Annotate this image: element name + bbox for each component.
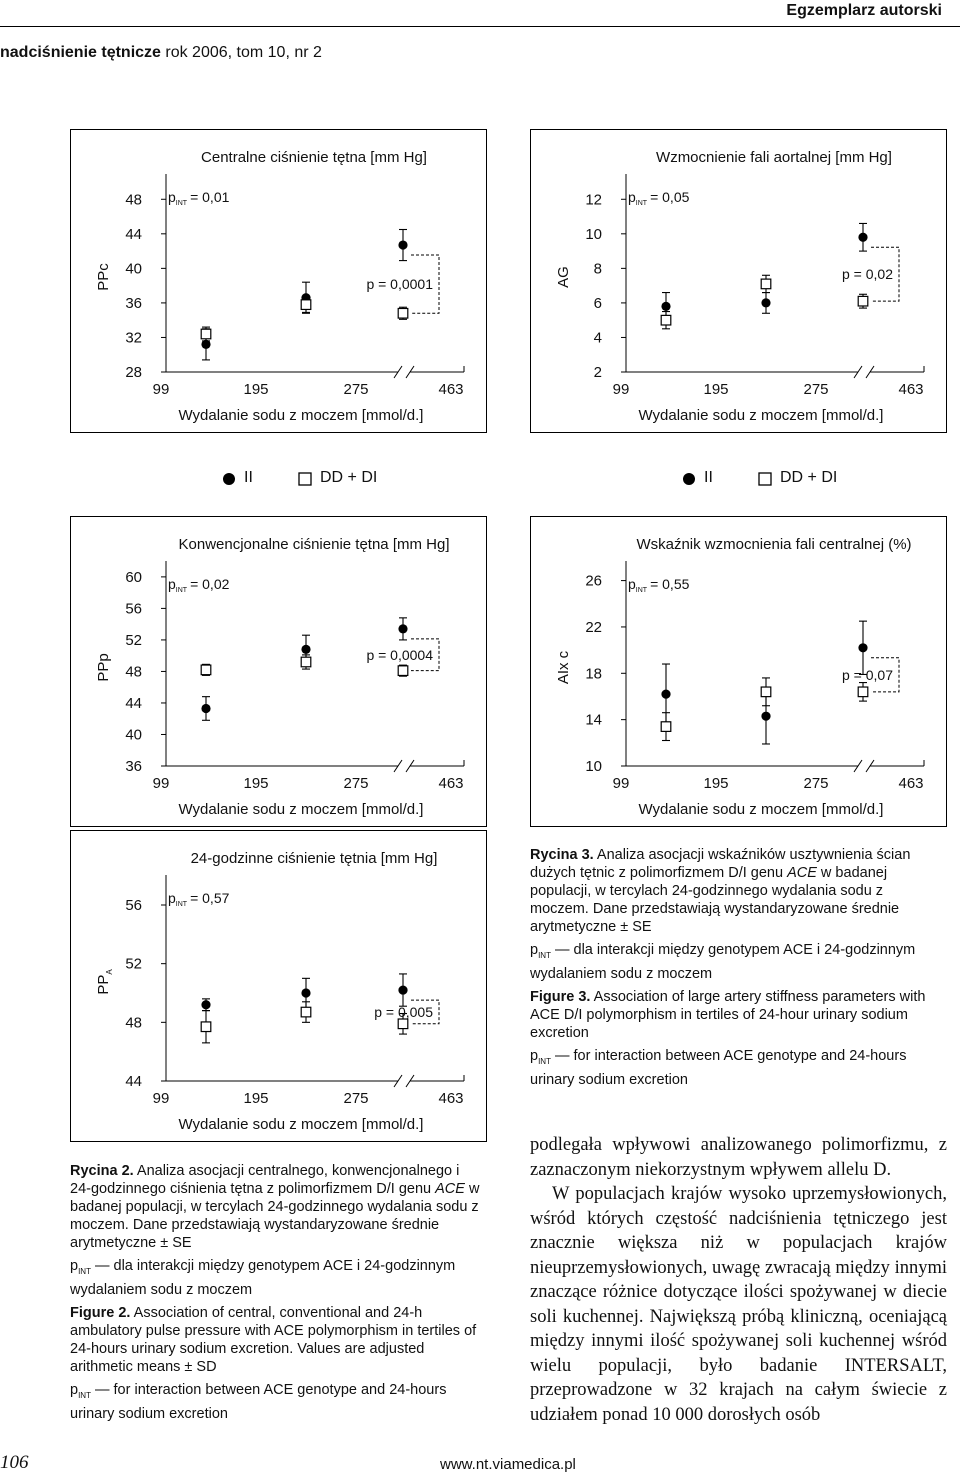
figure-2-gene: ACE	[435, 1181, 465, 1197]
figure-3-caption-en	[530, 988, 940, 1042]
figure-3-label-en: Figure 3.	[530, 988, 591, 1005]
legend-right-open-label: DD + DI	[780, 469, 838, 486]
data-point-dd-di	[301, 657, 311, 667]
chart-title: Wskaźnik wzmocnienia fali centralnej (%)	[636, 536, 912, 553]
x-axis-label: Wydalanie sodu z moczem [mmol/d.]	[638, 407, 884, 424]
page-number: 106	[0, 1452, 29, 1473]
chart-title: Konwencjonalne ciśnienie tętna [mm Hg]	[178, 536, 450, 553]
data-point-ii	[201, 704, 210, 713]
x-tick-label: 195	[243, 1090, 269, 1107]
data-point-dd-di	[398, 1019, 408, 1029]
figure-3-text-pl-2: w badanej populacji, w tercylach 24-godzinnego wydalania sodu z moczem. Dane przedstawiają wystandaryzowane średnie arytmetyczne ± SE	[530, 865, 900, 935]
data-point-ii	[301, 988, 310, 997]
figure-2-label-en: Figure 2.	[70, 1304, 131, 1321]
y-tick-label: 12	[585, 191, 602, 209]
chart-svg-ppa	[71, 831, 486, 1141]
x-tick-label: 195	[243, 775, 269, 792]
chart-svg-aix	[531, 517, 946, 826]
data-point-ii	[761, 712, 770, 721]
figure-3-label-pl: Rycina 3.	[530, 847, 594, 863]
p-value-label: p = 0,0004	[366, 646, 433, 663]
y-tick-label: 56	[125, 600, 142, 618]
data-point-ii	[398, 624, 407, 633]
x-tick-label: 463	[438, 1090, 464, 1107]
figure-2-text-en: Association of central, conventional and 24-h ambulatory pulse pressure with ACE polymorphism in tertiles of 24-hours urinary sodium excretion. Values are adjusted arithmetic means ± SD	[70, 1304, 477, 1375]
figure-3-text-pl-1: Analiza asocjacji wskaźników usztywnienia ścian dużych tętnic z polimorfizmem D/I genu	[530, 847, 911, 881]
body-paragraph-1: podlegała wpływowi analizowanego polimorfizmu, z zaznaczonym niekorzystnym wpływem allelu D.	[530, 1135, 947, 1180]
article-body-text	[530, 1133, 947, 1427]
figure-2-pint-text-pl: — dla interakcji między genotypem ACE i 24-godzinnym wydalaniem sodu z moczem	[70, 1258, 456, 1298]
figure-2-text-pl-2: w badanej populacji, w tercylach 24-godzinnego wydalania sodu z moczem. Dane przedstawiają wystandaryzowane średnie arytmetyczne ± SE	[70, 1181, 480, 1251]
data-point-ii	[661, 302, 670, 311]
p-int-sub: INT	[175, 587, 188, 594]
y-tick-label: 4	[593, 329, 602, 347]
p-int-label: $p_{INT} = 0,02$	[168, 576, 230, 594]
p-int-value: = 0,01	[190, 189, 230, 205]
y-tick-label: 44	[125, 225, 142, 243]
chart-svg-ppp	[71, 517, 486, 826]
body-paragraph-2: W populacjach krajów wysoko uprzemysłowionych, wśród których częstość nadciśnienia tętniczego jest znacznie większa niż w populacjach krajów nieuprzemysłowionych, uwagę zwracają między innymi znaczące różnice dotyczące ilości spożywanej w diecie soli kuchennej. Największą próbą kliniczną, oceniającą między innymi ilość spożywanej soli kuchennej wśród wielu populacji, było badanie INTERSALT, przeprowadzone w 32 krajach na całym świecie z udziałem ponad 10 000 dorosłych osób	[530, 1184, 947, 1425]
p-int-sub: INT	[175, 200, 188, 207]
y-axis-label-sub: A	[105, 969, 114, 975]
y-axis-label: $PP_A$	[95, 969, 114, 995]
p-int-value: = 0,57	[190, 890, 230, 906]
p-value-label: p = 0,0001	[366, 276, 433, 293]
header-rule	[0, 26, 960, 27]
data-point-ii	[398, 240, 407, 249]
figure-2-caption-en	[70, 1304, 480, 1376]
x-tick-label: 275	[803, 381, 829, 398]
y-tick-label: 10	[585, 225, 602, 243]
p-subscript: INT	[538, 950, 551, 960]
p-int-label: $p_{INT} = 0,01$	[168, 189, 230, 207]
figure-3-text-en: Association of large artery stiffness parameters with ACE D/I polymorphism in tertiles of 24-hour urinary sodium excretion	[530, 988, 926, 1041]
p-int-value: = 0,02	[190, 576, 230, 592]
figure-3-gene: ACE	[787, 865, 817, 881]
x-tick-label: 275	[343, 381, 369, 398]
data-point-dd-di	[858, 296, 868, 306]
x-tick-label: 99	[152, 1090, 170, 1107]
figure-2-pint-text-en: — for interaction between ACE genotype and 24-hours urinary sodium excretion	[70, 1381, 447, 1422]
data-point-dd-di	[398, 308, 408, 318]
p-int-value: = 0,05	[650, 189, 690, 205]
x-tick-label: 463	[438, 381, 464, 398]
y-axis-label: AIx c	[555, 650, 572, 685]
data-point-dd-di	[761, 279, 771, 289]
p-value-label: p = 0,07	[842, 666, 893, 683]
y-tick-label: 22	[585, 618, 602, 636]
journal-issue: rok 2006, tom 10, nr 2	[160, 44, 322, 61]
y-tick-label: 26	[585, 572, 602, 590]
figure-3-pint-en	[530, 1047, 940, 1089]
data-point-ii	[858, 643, 867, 652]
data-point-ii	[301, 645, 310, 654]
y-axis-label: PPc	[95, 263, 112, 291]
data-point-ii	[661, 690, 670, 699]
legend-left	[220, 468, 390, 495]
figure-3-pint-text-en: — for interaction between ACE genotype and 24-hours urinary sodium excretion	[530, 1047, 907, 1088]
legend-left-filled-label: II	[244, 469, 253, 486]
data-point-dd-di	[858, 687, 868, 697]
footer-url: www.nt.viamedica.pl	[440, 1456, 576, 1473]
chart-ag-panel	[530, 129, 947, 433]
y-tick-label: 2	[593, 364, 602, 381]
y-tick-label: 28	[125, 364, 142, 381]
chart-title: Centralne ciśnienie tętna [mm Hg]	[201, 149, 427, 166]
y-axis-label: PPp	[95, 653, 112, 682]
x-tick-label: 99	[612, 381, 630, 398]
legend-right	[680, 468, 850, 495]
filled-circle-marker-icon	[683, 473, 695, 485]
data-point-ii	[201, 1000, 210, 1009]
p-int-label: $p_{INT} = 0,57$	[168, 890, 230, 908]
data-point-dd-di	[301, 1007, 311, 1017]
y-tick-label: 36	[125, 294, 142, 312]
figure-2-caption-pl	[70, 1162, 480, 1252]
y-tick-label: 44	[125, 1073, 142, 1090]
figure-3-pint-text-pl: — dla interakcji między genotypem ACE i 24-godzinnym wydalaniem sodu z moczem	[530, 942, 916, 982]
journal-header	[0, 44, 322, 62]
x-tick-label: 99	[612, 775, 630, 792]
p-int-sub: INT	[635, 587, 648, 594]
p-int-sub: INT	[175, 901, 188, 908]
x-tick-label: 195	[703, 381, 729, 398]
y-tick-label: 18	[585, 665, 602, 683]
legend-left-open-label: DD + DI	[320, 469, 378, 486]
x-tick-label: 463	[898, 775, 924, 792]
open-square-marker-icon	[759, 473, 771, 485]
p-symbol: p	[70, 1381, 79, 1398]
filled-circle-marker-icon	[223, 473, 235, 485]
y-tick-label: 32	[125, 329, 142, 347]
y-tick-label: 14	[585, 711, 602, 729]
chart-ppp-panel	[70, 516, 487, 827]
chart-title: 24-godzinne ciśnienie tętnia [mm Hg]	[190, 850, 438, 867]
y-tick-label: 36	[125, 758, 142, 775]
chart-aix-panel	[530, 516, 947, 827]
y-tick-label: 6	[593, 294, 602, 312]
data-point-ii	[398, 985, 407, 994]
data-point-dd-di	[201, 329, 211, 339]
figure-2-text-pl-1: Analiza asocjacji centralnego, konwencjonalnego i 24-godzinnego ciśnienia tętna z polimorfizmem D/I genu	[70, 1163, 460, 1197]
x-tick-label: 463	[898, 381, 924, 398]
y-tick-label: 10	[585, 758, 602, 775]
x-axis-label: Wydalanie sodu z moczem [mmol/d.]	[178, 1116, 424, 1133]
y-tick-label: 48	[125, 663, 142, 681]
journal-name: nadciśnienie tętnicze	[0, 44, 161, 61]
x-tick-label: 99	[152, 775, 170, 792]
data-point-dd-di	[661, 722, 671, 732]
y-tick-label: 8	[593, 260, 602, 278]
data-point-dd-di	[201, 1022, 211, 1032]
p-symbol: p	[530, 942, 539, 958]
p-int-label: $p_{INT} = 0,55$	[628, 576, 690, 594]
p-subscript: INT	[78, 1266, 91, 1276]
x-tick-label: 463	[438, 775, 464, 792]
y-tick-label: 40	[125, 726, 142, 744]
figure-3-caption-pl	[530, 846, 940, 936]
p-value-label: p = 0,02	[842, 266, 893, 283]
p-int-sub: INT	[635, 200, 648, 207]
x-tick-label: 195	[243, 381, 269, 398]
p-symbol: p	[70, 1258, 79, 1274]
data-point-dd-di	[201, 665, 211, 675]
x-tick-label: 275	[343, 775, 369, 792]
p-int-value: = 0,55	[650, 576, 690, 592]
figure-2-label-pl: Rycina 2.	[70, 1163, 134, 1179]
data-point-ii	[858, 233, 867, 242]
p-value-label: p = 0,005	[374, 1003, 433, 1020]
data-point-dd-di	[761, 687, 771, 697]
data-point-ii	[761, 298, 770, 307]
y-tick-label: 56	[125, 897, 142, 914]
open-square-marker-icon	[299, 473, 311, 485]
figure-3-pint-pl	[530, 941, 940, 983]
x-tick-label: 195	[703, 775, 729, 792]
legend-right-filled-label: II	[704, 469, 713, 486]
data-point-dd-di	[398, 666, 408, 676]
y-tick-label: 48	[125, 1014, 142, 1032]
p-int-label: $p_{INT} = 0,05$	[628, 189, 690, 207]
chart-svg-ppc	[71, 130, 486, 432]
data-point-dd-di	[301, 300, 311, 310]
chart-ppc-panel	[70, 129, 487, 433]
p-symbol: p	[530, 1047, 539, 1064]
x-axis-label: Wydalanie sodu z moczem [mmol/d.]	[178, 407, 424, 424]
y-tick-label: 48	[125, 191, 142, 209]
figure-2-pint-en	[70, 1381, 480, 1423]
figure-3-caption	[530, 846, 940, 1094]
data-point-dd-di	[661, 315, 671, 325]
p-subscript: INT	[538, 1056, 551, 1066]
chart-ppa-panel	[70, 830, 487, 1142]
y-tick-label: 52	[125, 631, 142, 649]
figure-2-caption	[70, 1162, 480, 1428]
author-copy-label: Egzemplarz autorski	[786, 2, 942, 19]
y-tick-label: 60	[125, 568, 142, 586]
p-subscript: INT	[78, 1390, 91, 1400]
y-tick-label: 40	[125, 260, 142, 278]
y-tick-label: 44	[125, 694, 142, 712]
y-axis-label: AG	[555, 266, 572, 288]
x-tick-label: 275	[803, 775, 829, 792]
x-tick-label: 99	[152, 381, 170, 398]
figure-2-pint-pl	[70, 1257, 480, 1299]
chart-svg-ag	[531, 130, 946, 432]
x-axis-label: Wydalanie sodu z moczem [mmol/d.]	[178, 801, 424, 818]
y-tick-label: 52	[125, 955, 142, 973]
x-axis-label: Wydalanie sodu z moczem [mmol/d.]	[638, 801, 884, 818]
chart-title: Wzmocnienie fali aortalnej [mm Hg]	[656, 149, 892, 166]
x-tick-label: 275	[343, 1090, 369, 1107]
